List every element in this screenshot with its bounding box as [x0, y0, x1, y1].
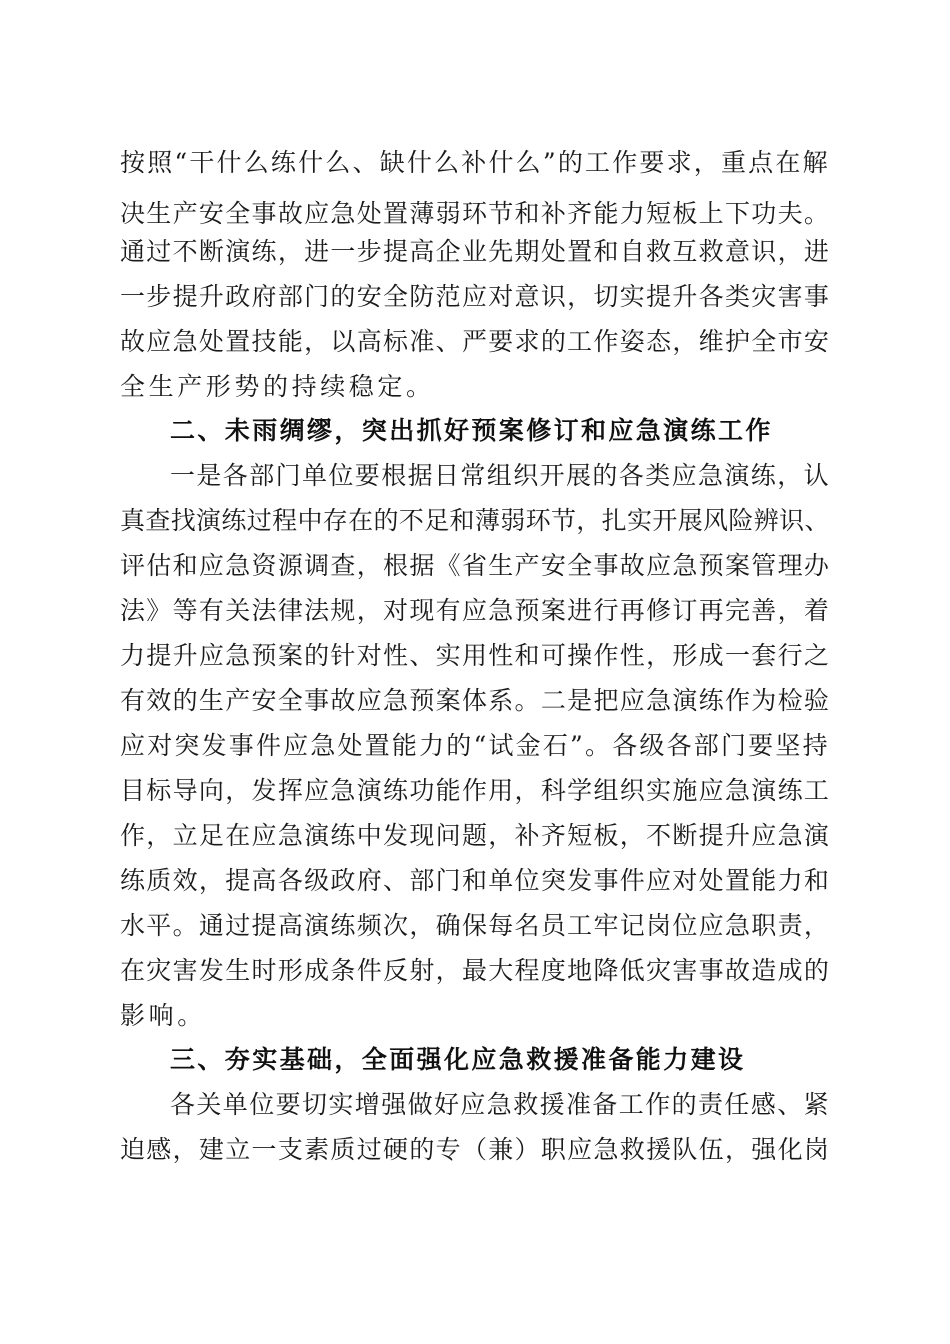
paragraph-line: 通过不断演练，进一步提高企业先期处置和自救互救意识，进	[120, 237, 831, 266]
paragraph-line: 一是各部门单位要根据日常组织开展的各类应急演练，认	[170, 461, 831, 490]
paragraph-line: 法》等有关法律法规，对现有应急预案进行再修订再完善，着	[120, 596, 831, 625]
paragraph-line: 练质效，提高各级政府、部门和单位突发事件应对处置能力和	[120, 866, 831, 895]
paragraph-line: 在灾害发生时形成条件反射，最大程度地降低灾害事故造成的	[120, 956, 831, 985]
paragraph-line: 一步提升政府部门的安全防范应对意识，切实提升各类灾害事	[120, 282, 831, 311]
paragraph-line: 目标导向，发挥应急演练功能作用，科学组织实施应急演练工	[120, 776, 831, 805]
paragraph-line: 迫感，建立一支素质过硬的专（兼）职应急救援队伍，强化岗	[120, 1135, 831, 1164]
paragraph-line: 各关单位要切实增强做好应急救援准备工作的责任感、紧	[170, 1090, 831, 1119]
paragraph-line: 水平。通过提高演练频次，确保每名员工牢记岗位应急职责，	[120, 911, 831, 940]
paragraph-line: 真查找演练过程中存在的不足和薄弱环节，扎实开展风险辨识、	[120, 506, 830, 535]
paragraph-line: 决生产安全事故应急处置薄弱环节和补齐能力短板上下功夫。	[120, 199, 831, 228]
paragraph-line: 作，立足在应急演练中发现问题，补齐短板，不断提升应急演	[120, 821, 831, 850]
section-heading: 二、未雨绸缪，突出抓好预案修订和应急演练工作	[170, 416, 773, 445]
paragraph-line: 全生产形势的持续稳定。	[120, 372, 435, 401]
paragraph-line: 评估和应急资源调查，根据《省生产安全事故应急预案管理办	[120, 551, 831, 580]
paragraph-line: 影响。	[120, 1001, 206, 1030]
paragraph-line: 故应急处置技能，以高标准、严要求的工作姿态，维护全市安	[120, 327, 831, 356]
paragraph-line: 有效的生产安全事故应急预案体系。二是把应急演练作为检验	[120, 686, 831, 715]
paragraph-line: 力提升应急预案的针对性、实用性和可操作性，形成一套行之	[120, 641, 831, 670]
paragraph-line: 应对突发事件应急处置能力的“试金石”。各级各部门要坚持	[120, 731, 830, 760]
section-heading: 三、夯实基础，全面强化应急救援准备能力建设	[170, 1045, 746, 1074]
paragraph-line: 按照“干什么练什么、缺什么补什么”的工作要求，重点在解	[120, 148, 830, 177]
